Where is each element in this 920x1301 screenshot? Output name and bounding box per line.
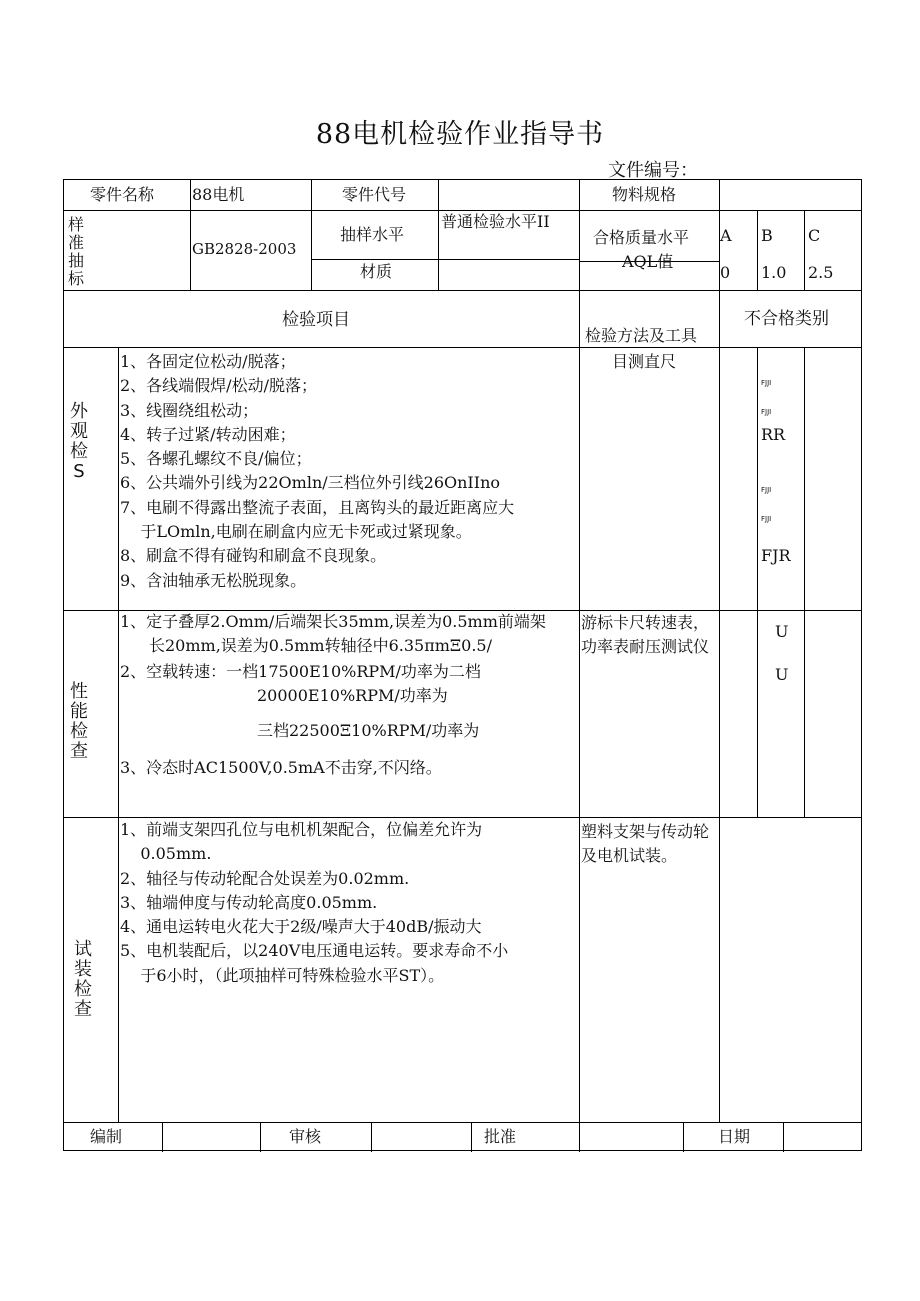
- page-title: 88电机检验作业指导书: [315, 119, 605, 150]
- aql-col-c: C: [808, 226, 821, 245]
- part-name-value: 88电机: [192, 185, 245, 204]
- list-item: 5、各螺孔螺纹不良/偏位；: [120, 449, 312, 469]
- material-label: 材质: [360, 262, 393, 281]
- assembly-method: 塑料支架与传动轮及电机试装。: [581, 822, 710, 865]
- col-line: [311, 180, 312, 290]
- part-code-label: 零件代号: [342, 185, 407, 204]
- performance-line: 长20mm,误差为0.5mm转轴径中6.35πmΞ0.5/: [149, 636, 492, 655]
- category-mark: U: [775, 665, 789, 684]
- performance-method: 游标卡尺转速表，功率表耐压测试仪: [581, 613, 710, 656]
- list-item: 3、轴端伸度与传动轮高度0.05mm.: [120, 892, 378, 912]
- list-item: 于LOmln,电刷在刷盒内应无卡死或过紧现象。: [120, 522, 472, 542]
- row-line: [64, 610, 862, 611]
- footer-date-label: 日期: [718, 1127, 751, 1146]
- appearance-list: [120, 350, 514, 593]
- aql-val-c: 2.5: [808, 263, 834, 282]
- category-mark: FJJI: [761, 379, 772, 387]
- aql-col-b: B: [761, 226, 773, 245]
- col-line: [260, 1122, 261, 1152]
- aql-val-b: 1.0: [761, 263, 787, 282]
- list-item: 3、线圈绕组松动；: [120, 400, 259, 420]
- list-item: 9、含油轴承无松脱现象。: [120, 570, 307, 590]
- list-item: 4、转子过紧/转动困难；: [120, 424, 296, 444]
- footer-review-label: 审核: [289, 1127, 322, 1146]
- col-line: [118, 347, 119, 1122]
- col-line: [579, 1122, 580, 1152]
- category-mark: U: [775, 622, 789, 641]
- category-mark: FJJI: [761, 515, 772, 523]
- row-line: [64, 347, 862, 348]
- sampling-label: 样准抽标: [67, 215, 84, 288]
- col-line: [162, 1122, 163, 1152]
- col-header-item: 检验项目: [282, 310, 350, 330]
- aql-label: 合格质量水平: [593, 228, 690, 247]
- list-item: 0.05mm.: [120, 844, 212, 864]
- col-line: [438, 180, 439, 290]
- col-line: [804, 210, 805, 290]
- col-header-category: 不合格类别: [744, 309, 829, 329]
- row-line: [64, 1122, 862, 1123]
- col-line: [190, 180, 191, 290]
- list-item: 1、各固定位松动/脱落；: [120, 352, 296, 371]
- category-mark: FJJI: [761, 486, 772, 494]
- col-line: [719, 180, 720, 210]
- performance-line: 三档22500Ξ10%RPM/功率为: [257, 721, 480, 740]
- list-item: 5、电机装配后，以240V电压通电运转。要求寿命不小: [120, 941, 509, 961]
- performance-line: 3、冷态时AC1500V,0.5mA不击穿,不闪络。: [120, 758, 442, 777]
- row-line: [311, 259, 579, 260]
- list-item: 4、通电运转电火花大于2级/噪声大于40dB/振动大: [120, 917, 482, 937]
- list-item: 8、刷盒不得有碰钩和刷盒不良现象。: [120, 546, 387, 566]
- category-mark: FJJI: [761, 408, 772, 416]
- performance-line: 20000E10%RPM/功率为: [257, 686, 448, 705]
- list-item: 7、电刷不得露出整流子表面，且离钩头的最近距离应大: [120, 497, 515, 517]
- col-header-method: 检验方法及工具: [585, 326, 698, 345]
- footer-approve-label: 批准: [484, 1127, 517, 1146]
- sampling-level-value: 普通检验水平II: [441, 212, 550, 231]
- appearance-method: 目测直尺: [612, 352, 677, 371]
- sampling-level-label: 抽样水平: [340, 225, 405, 244]
- col-line: [757, 347, 758, 817]
- list-item: 6、公共端外引线为22Omln/三档位外引线26OnIIno: [120, 473, 501, 493]
- material-spec-label: 物料规格: [612, 185, 677, 204]
- col-line: [471, 1122, 472, 1152]
- aql-value-label: AQL值: [622, 252, 674, 271]
- sampling-standard: GB2828-2003: [192, 240, 297, 258]
- aql-col-a: A: [720, 226, 732, 245]
- col-line: [783, 1122, 784, 1152]
- doc-number-label: 文件编号：: [608, 160, 698, 181]
- col-line: [579, 180, 580, 1122]
- col-line: [683, 1122, 684, 1152]
- category-mark: RR: [761, 425, 786, 444]
- col-line: [719, 290, 720, 1122]
- assembly-label: 试装检查: [74, 939, 92, 1020]
- aql-val-a: 0: [720, 263, 731, 282]
- list-item: 1、前端支架四孔位与电机机架配合，位偏差允许为: [120, 820, 483, 839]
- assembly-list: [120, 818, 508, 988]
- performance-label: 性能检查: [70, 681, 88, 762]
- category-mark: FJR: [761, 546, 791, 565]
- col-line: [757, 210, 758, 290]
- list-item: 于6小时，（此项抽样可特殊检验水平ST）。: [120, 965, 445, 985]
- appearance-label: 外观检S: [70, 401, 88, 482]
- list-item: 2、轴径与传动轮配合处误差为0.02mm.: [120, 868, 410, 888]
- performance-line: 2、空载转速：一档17500E10%RPM/功率为二档: [120, 662, 481, 681]
- inspection-table: [63, 179, 862, 1151]
- list-item: 2、各线端假焊/松动/脱落；: [120, 376, 317, 396]
- performance-line: 1、定子叠厚2.Omm/后端架长35mm,误差为0.5mm前端架: [120, 612, 546, 631]
- part-name-label: 零件名称: [90, 185, 155, 204]
- footer-compile-label: 编制: [90, 1127, 123, 1146]
- row-line: [64, 290, 862, 291]
- col-line: [804, 347, 805, 817]
- col-line: [371, 1122, 372, 1152]
